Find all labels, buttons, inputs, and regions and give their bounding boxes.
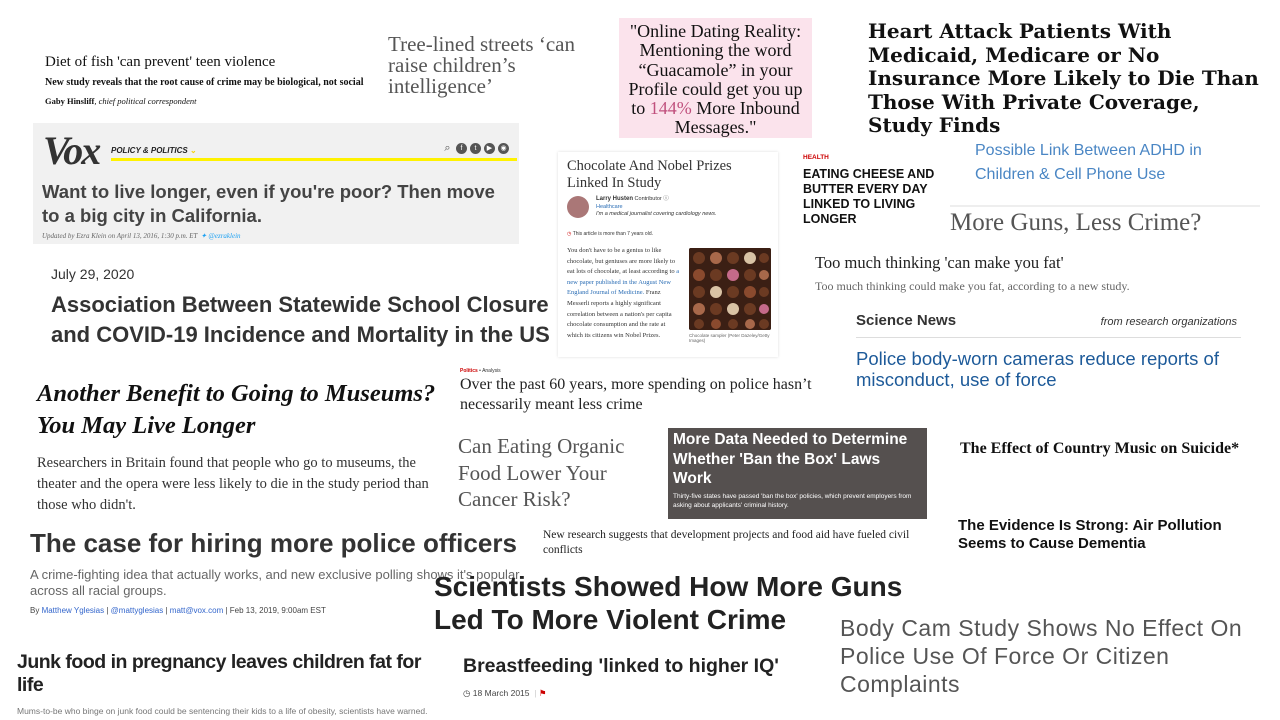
headline: Want to live longer, even if you're poor? Then move to a big city in California.	[42, 181, 495, 226]
author-topic[interactable]: Healthcare	[596, 203, 623, 210]
clip-science-news-bodycams	[856, 312, 1241, 390]
headline: Another Benefit to Going to Museums? You May Live Longer	[37, 380, 436, 439]
standfirst: Too much thinking could make you fat, according to a new study.	[815, 279, 1130, 293]
byline-prefix: By	[30, 606, 42, 615]
section-tag: HEALTH	[803, 154, 829, 161]
brand: Science News	[856, 312, 957, 329]
clip-chocolate-nobel	[558, 152, 778, 357]
headline: EATING CHEESE AND BUTTER EVERY DAY LINKED TO LIVING LONGER	[803, 167, 935, 226]
kicker	[460, 368, 845, 374]
twitter-link[interactable]: @mattyglesias	[110, 606, 164, 615]
clip-adhd-cell-phone	[975, 139, 1265, 186]
date: July 29, 2020	[51, 266, 135, 282]
headline: Tree-lined streets ‘can raise children’s intelligence’	[388, 32, 575, 98]
headline: Heart Attack Patients With Medicaid, Medicare or No Insurance More Likely to Die Than Those With Private Coverage, Study Finds	[868, 19, 1259, 137]
clip-country-music-suicide	[960, 440, 1278, 458]
clip-thinking-fat	[815, 253, 1255, 294]
headline: Breastfeeding 'linked to higher IQ'	[463, 655, 779, 677]
byline	[42, 232, 241, 240]
headline: Association Between Statewide School Closure and COVID-19 Incidence and Mortality in the US	[51, 292, 550, 347]
author: Gaby Hinsliff	[45, 96, 95, 106]
clip-development-aid-conflict	[543, 528, 933, 558]
clip-more-guns-less-crime	[950, 205, 1260, 237]
clip-tree-lined-streets	[388, 34, 613, 97]
avatar	[567, 196, 589, 218]
kicker-separator: •	[477, 368, 483, 374]
article-body	[567, 246, 681, 341]
headline: The Evidence Is Strong: Air Pollution Seems to Cause Dementia	[958, 517, 1222, 552]
clip-breastfeeding-iq	[463, 655, 823, 699]
clip-police-spending	[460, 368, 845, 415]
clip-vox-live-longer	[33, 123, 519, 244]
headline: Chocolate And Nobel Prizes Linked In Study	[567, 158, 732, 191]
dateline: ◷ 18 March 2015 | ⚑	[463, 688, 547, 698]
headline: Police body-worn cameras reduce reports of misconduct, use of force	[856, 348, 1219, 390]
headline: New research suggests that development projects and food aid have fueled civil conflicts	[543, 529, 910, 556]
author-role: , chief political correspondent	[94, 96, 197, 106]
headline: The Effect of Country Music on Suicide*	[960, 440, 1240, 457]
body-part-1: You don't have to be a genius to like chocolate, but geniuses are more likely to eat lots of chocolate, at least according to	[567, 247, 677, 276]
facebook-icon[interactable]: f	[456, 143, 467, 154]
headline: Too much thinking 'can make you fat'	[815, 253, 1064, 272]
clip-air-pollution-dementia	[958, 517, 1258, 552]
clip-ban-the-box	[668, 428, 927, 519]
chocolate-box-image	[689, 248, 771, 330]
headline: Over the past 60 years, more spending on police hasn’t necessarily meant less crime	[460, 376, 812, 413]
twitter-handle[interactable]	[201, 232, 241, 240]
separator: |	[223, 606, 230, 615]
headline: More Data Needed to Determine Whether 'Ban the Box' Laws Work	[673, 431, 908, 488]
clip-body-cam-no-effect	[840, 614, 1270, 698]
headline: Scientists Showed How More Guns Led To More Violent Crime	[434, 571, 903, 635]
headline-part-1: "Online Dating Reality: Mentioning the word “Guacamole” in your Profile could get you up to	[628, 21, 803, 119]
author: Larry Husten	[596, 196, 634, 202]
email-link[interactable]: matt@vox.com	[169, 606, 224, 615]
date: Feb 13, 2019, 9:00am EST	[229, 606, 326, 615]
author-block	[596, 196, 717, 219]
info-icon: ⓘ	[663, 196, 669, 202]
kicker-type: Analysis	[482, 368, 501, 374]
headline: Junk food in pregnancy leaves children fat for life	[17, 651, 421, 696]
chevron-icon: ⌄	[189, 146, 197, 155]
divider	[856, 337, 1241, 338]
headline: More Guns, Less Crime?	[950, 209, 1202, 236]
twitter-handle-text: @ezraklein	[208, 232, 241, 240]
flag-icon[interactable]: ⚑	[538, 688, 547, 698]
twitter-icon[interactable]: t	[470, 143, 481, 154]
author-bio: I'm a medical journalist covering cardiology news.	[596, 211, 717, 217]
standfirst: Mums-to-be who binge on junk food could be sentencing their kids to a life of obesity, scientists have warned.	[17, 706, 428, 716]
age-notice	[567, 231, 653, 237]
highlighted-percent: 144%	[649, 98, 692, 119]
headline: Diet of fish 'can prevent' teen violence	[45, 54, 276, 70]
clip-cheese-butter	[803, 154, 948, 227]
article-link[interactable]: a new paper published in the August New England Journal of Medicine.	[567, 268, 680, 297]
headline: Possible Link Between ADHD in Children & Cell Phone Use	[975, 142, 1202, 183]
youtube-icon[interactable]: ▶	[484, 143, 495, 154]
separator: |	[163, 606, 170, 615]
clock-icon: ◷	[567, 231, 572, 237]
separator: |	[104, 606, 111, 615]
author-role: Contributor	[634, 196, 662, 202]
vox-logo: Vox	[43, 128, 100, 173]
clock-icon: ◷	[463, 688, 471, 698]
byline	[45, 96, 375, 106]
standfirst: Researchers in Britain found that people who go to museums, the theater and the opera were less likely to die in the study period than those who didn't.	[37, 455, 429, 513]
headline: The case for hiring more police officers	[30, 528, 517, 558]
byline-text: Updated by Ezra Klein on April 13, 2016, 1:30 p.m. ET	[42, 232, 198, 240]
clip-organic-cancer	[458, 433, 658, 513]
clip-online-dating-guacamole	[619, 18, 812, 138]
clip-museums-live-longer	[37, 378, 447, 516]
standfirst: New study reveals that the root cause of crime may be biological, not social	[45, 77, 364, 88]
author-link[interactable]: Matthew Yglesias	[41, 606, 105, 615]
social-icons	[442, 143, 509, 154]
clip-junk-food-pregnancy	[17, 651, 447, 716]
standfirst: Thirty-five states have passed 'ban the box' policies, which prevent employers from asking about applicants' criminal history.	[673, 493, 912, 510]
section-label	[111, 146, 197, 155]
clip-school-closure-covid	[51, 266, 551, 350]
headline: Body Cam Study Shows No Effect On Police Use Of Force Or Citizen Complaints	[840, 615, 1243, 697]
date: 18 March 2015	[472, 688, 530, 698]
twitter-bird-icon: ✦	[200, 232, 207, 240]
headline: Can Eating Organic Food Lower Your Cancer Risk?	[458, 434, 625, 511]
rss-icon[interactable]: ◉	[498, 143, 509, 154]
standfirst: A crime-fighting idea that actually works, and new exclusive polling shows it's popular across all racial groups.	[30, 567, 520, 598]
section-text: POLICY & POLITICS	[111, 146, 188, 155]
clip-heart-attack-insurance	[868, 20, 1268, 138]
image-caption: Chocolate sampler (Peter Dazeley/Getty Images)	[689, 333, 770, 343]
search-icon[interactable]: ⌕	[444, 142, 451, 154]
age-notice-text: This article is more than 7 years old.	[572, 231, 653, 237]
body-part-2: Franz Messerli reports a highly significant correlation between a nation's per capita chocolate consumption and the rate at which its citizens win Nobel Prizes.	[567, 289, 672, 339]
kicker-section[interactable]: Politics	[460, 368, 478, 374]
clip-fish-violence	[45, 50, 375, 106]
accent-rule	[111, 158, 517, 161]
source-label: from research organizations	[1100, 316, 1237, 328]
headline-part-2: More Inbound Messages."	[674, 98, 800, 138]
